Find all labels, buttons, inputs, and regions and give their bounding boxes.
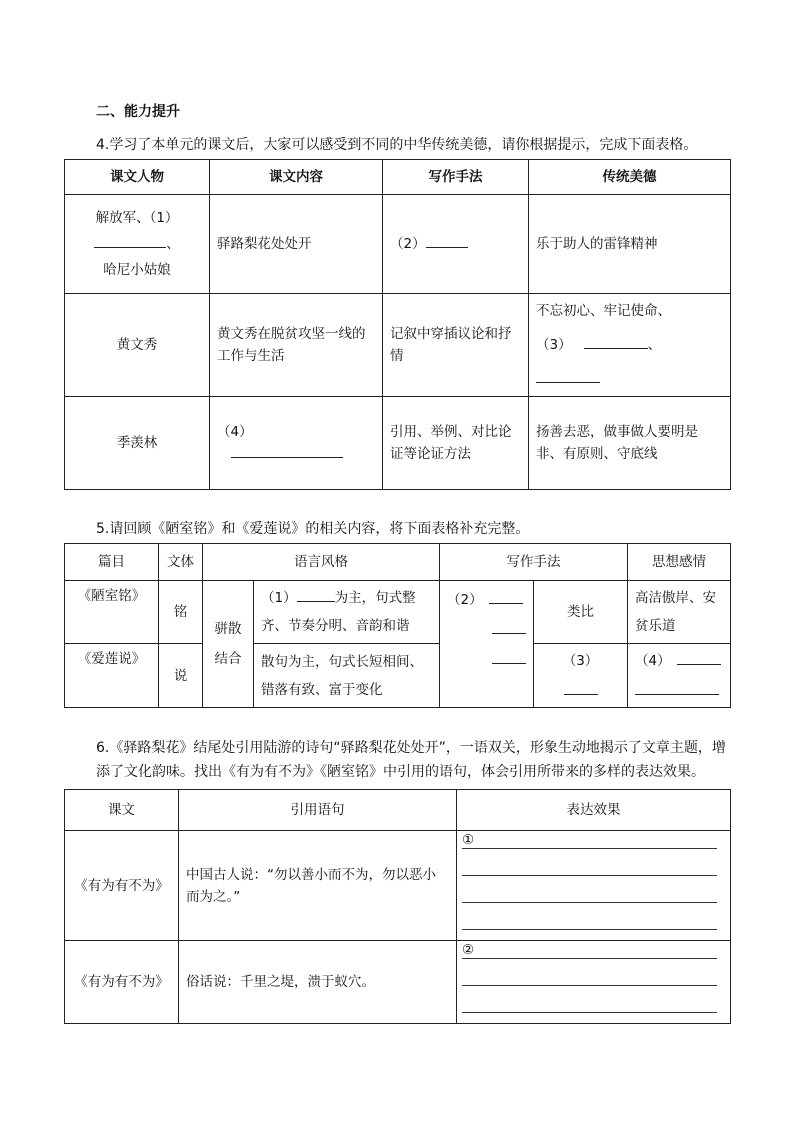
q6-r2-quote: 俗话说：千里之堤，溃于蚁穴。	[179, 941, 457, 1024]
q4-prompt: 4.学习了本单元的课文后，大家可以感受到不同的中华传统美德，请你根据提示，完成下面表格。	[96, 137, 698, 153]
q4-r3-content	[210, 397, 383, 490]
q5-r2-title: 《爱莲说》	[65, 644, 159, 708]
q5-table	[64, 543, 731, 708]
answer-line[interactable]	[462, 903, 717, 930]
blank-2[interactable]	[426, 233, 468, 248]
q4-r1-virtue: 乐于助人的雷锋精神	[529, 195, 731, 294]
q5-r1-feeling: 高洁傲岸、安贫乐道	[628, 581, 731, 644]
q4-r2-virtue-line1: 不忘初心、牢记使命、	[536, 303, 671, 319]
q4-r3-person: 季羡林	[65, 397, 210, 490]
q4-r1-person	[65, 195, 210, 294]
blank-1[interactable]	[94, 233, 166, 248]
q5-merged-style: 骈散结合	[203, 581, 254, 708]
q4-header-method: 写作手法	[383, 160, 529, 195]
q5-method-a-label: （2）	[447, 592, 483, 608]
q4-r3-virtue: 扬善去恶，做事做人要明是非、有原则、守底线	[529, 397, 731, 490]
q4-r1-person-line2	[72, 231, 202, 257]
q4-r2-content: 黄文秀在脱贫攻坚一线的工作与生活	[210, 294, 383, 397]
q5-header-style: 语言风格	[203, 544, 440, 581]
q5-header-method: 写作手法	[440, 544, 628, 581]
q4-r1-sep: 、	[166, 236, 180, 252]
q5-prompt: 5.请回顾《陋室铭》和《爱莲说》的相关内容，将下面表格补充完整。	[96, 521, 530, 537]
q6-r2-text: 《有为有不为》	[65, 941, 179, 1024]
q4-r1-method-label: （2）	[390, 236, 426, 252]
table-row	[65, 397, 731, 490]
q4-r1-method	[383, 195, 529, 294]
q6-prompt: 6.《驿路梨花》结尾处引用陆游的诗句“驿路梨花处处开”，一语双关，形象生动地揭示了文章主题，增添了文化韵味。找出《有为有不为》《陋室铭》中引用的语句，体会引用所带来的多样的表达效果。	[96, 740, 726, 780]
table-row	[65, 941, 731, 1024]
q4-r3-content-label: （4）	[217, 424, 253, 440]
blank-5-3[interactable]	[564, 680, 598, 695]
blank-5-2c[interactable]	[492, 649, 526, 664]
q4-r1-person-line1: 解放军、（1）	[95, 210, 179, 226]
q4-r2-virtue	[529, 294, 731, 397]
blank-5-2b[interactable]	[492, 619, 526, 634]
q5-method-a	[440, 581, 534, 708]
q5-header-title: 篇目	[65, 544, 159, 581]
q4-r1-person-line3: 哈尼小姑娘	[103, 262, 171, 278]
blank-3a[interactable]	[584, 334, 648, 349]
blank-5-1[interactable]	[297, 587, 335, 602]
q4-r1-content: 驿路梨花处处开	[210, 195, 383, 294]
answer-line[interactable]	[462, 833, 717, 849]
q5-r1-style	[254, 581, 440, 644]
table-row	[65, 294, 731, 397]
answer-line[interactable]	[462, 943, 717, 959]
q6-r1-mark: ①	[462, 832, 475, 848]
q5-header-feeling: 思想感情	[628, 544, 731, 581]
q6-r1-quote: 中国古人说：“勿以善小而不为，勿以恶小而为之。”	[179, 831, 457, 941]
table-row	[65, 831, 731, 941]
q5-header-genre: 文体	[159, 544, 203, 581]
blank-3b[interactable]	[536, 368, 600, 383]
q6-r2-effect	[457, 941, 731, 1024]
table-row	[65, 581, 731, 644]
q5-r2-method-b	[534, 644, 628, 708]
q4-r2-virtue-line2	[536, 328, 723, 396]
q6-header-effect: 表达效果	[457, 790, 731, 831]
section-heading: 二、能力提升	[96, 104, 180, 120]
q5-r1-method-b: 类比	[534, 581, 628, 644]
q5-r2-genre: 说	[159, 644, 203, 708]
q4-table	[64, 159, 731, 490]
q6-table	[64, 789, 731, 1024]
q5-r2-feeling	[628, 644, 731, 708]
answer-line[interactable]	[462, 959, 717, 986]
blank-4[interactable]	[231, 443, 343, 458]
blank-5-4a[interactable]	[677, 650, 721, 665]
q6-header-text: 课文	[65, 790, 179, 831]
q4-header-person: 课文人物	[65, 160, 210, 195]
q4-r2-virtue-sep: 、	[647, 337, 662, 353]
answer-line[interactable]	[462, 849, 717, 876]
q6-r1-effect	[457, 831, 731, 941]
q6-r1-text: 《有为有不为》	[65, 831, 179, 941]
q5-r2-feeling-label: （4）	[635, 652, 671, 669]
blank-5-4b[interactable]	[635, 680, 719, 695]
q5-r1-style-text: 为主，句式整齐、节奏分明、音韵和谐	[261, 590, 416, 634]
q4-header-content: 课文内容	[210, 160, 383, 195]
q4-r3-method: 引用、举例、对比论证等论证方法	[383, 397, 529, 490]
q4-r2-person: 黄文秀	[65, 294, 210, 397]
q5-r1-style-label: （1）	[261, 590, 297, 606]
blank-5-2a[interactable]	[489, 589, 523, 604]
q5-r2-style: 散句为主，句式长短相间、错落有致、富于变化	[254, 644, 440, 708]
q6-header-quote: 引用语句	[179, 790, 457, 831]
answer-line[interactable]	[462, 876, 717, 903]
q4-r2-virtue-label: （3）	[536, 337, 572, 353]
q5-r2-method-label: （3）	[562, 652, 599, 669]
q6-r2-mark: ②	[462, 942, 475, 958]
table-row	[65, 644, 731, 708]
q4-header-virtue: 传统美德	[529, 160, 731, 195]
q5-r1-title: 《陋室铭》	[65, 581, 159, 644]
table-row	[65, 195, 731, 294]
answer-line[interactable]	[462, 986, 717, 1013]
q5-r1-genre: 铭	[159, 581, 203, 644]
q4-r2-method: 记叙中穿插议论和抒情	[383, 294, 529, 397]
